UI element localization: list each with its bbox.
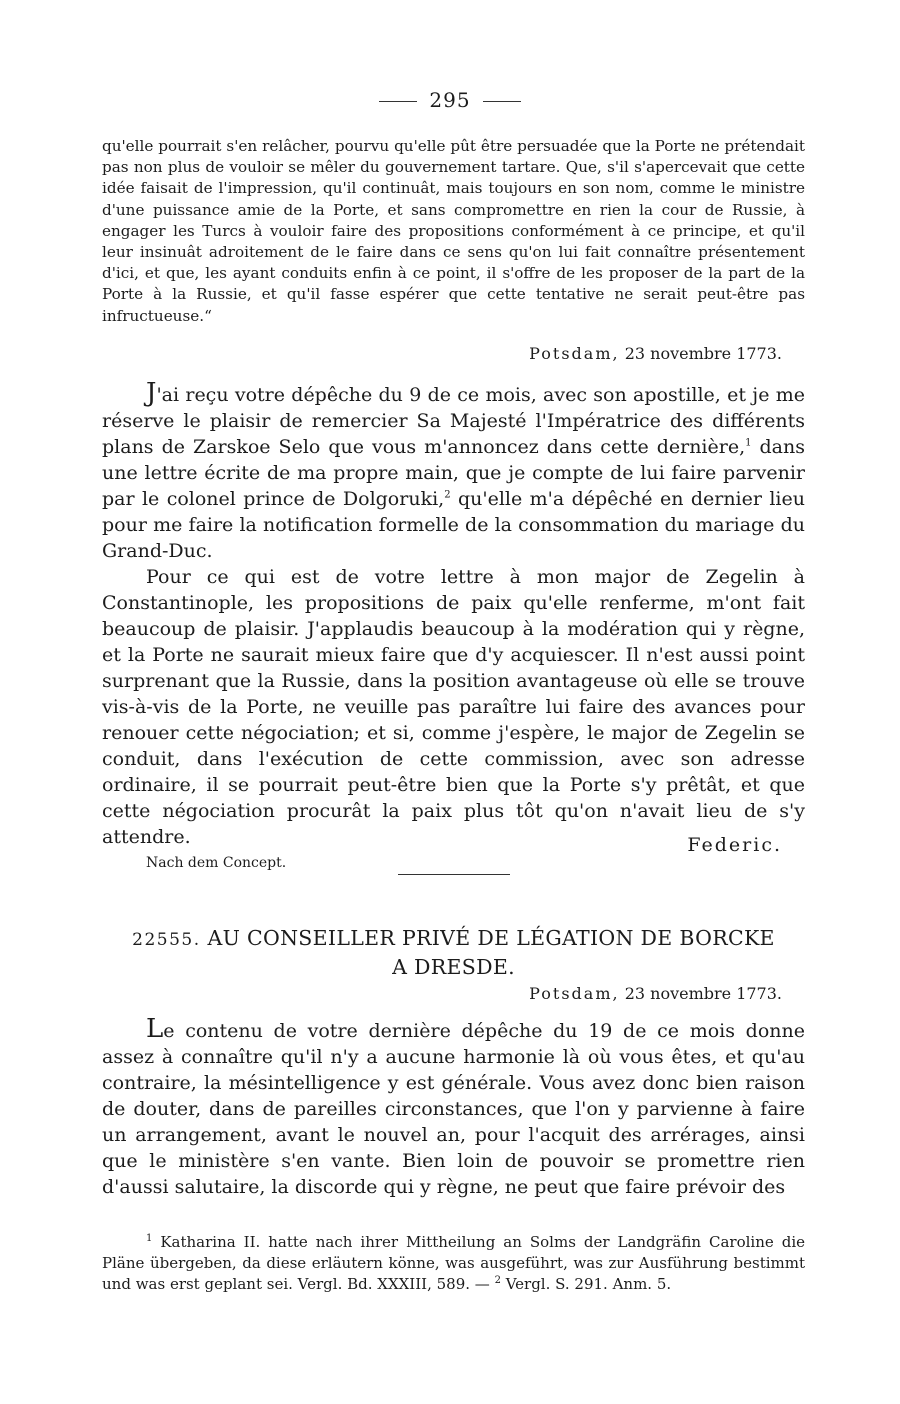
signature: Federic. — [687, 834, 782, 856]
letter-2-paragraph-1: Le contenu de votre dernière dépêche du 19 de ce mois donne assez à connaître qu'il n'y a aucune harmonie là où vous êtes, et qu'au contraire, la mésintelligence y est générale. Vous avez donc bien raison de douter, dans de pareilles circonstances, que l'on y parvienne à faire un arrangement, avant le nouvel an, pour l'acquit des arrérages, ainsi que le ministère s'en vante. Bien loin de pouvoir se promettre rien d'aussi salutaire, la discorde qui y règne, ne peut que faire prévoir des — [102, 1014, 805, 1198]
letter-1-paragraph-1: J'ai reçu votre dépêche du 9 de ce mois, avec son apostille, et je me réserve le plaisir de remercier Sa Majesté l'Impératrice des différents plans de Zarskoe Selo que vous m'annoncez dans cette dernière,$^1$ dans une lettre écrite de ma propre main, que je compte de lui faire parvenir par le colonel prince de Dolgoruki,$^2$ qu'elle m'a dépêché en dernier lieu pour me faire la notification formelle de la consommation du mariage du Grand-Duc. — [102, 378, 805, 562]
footnote-ref-2: 2 — [444, 489, 451, 501]
quote-paragraph: qu'elle pourrait s'en relâcher, pourvu qu'elle pût être persuadée que la Porte ne prétendait pas non plus de vouloir se mêler du gouvernement tartare. Que, s'il s'apercevait que cette idée faisait de l'impression, qu'il continuât, mais toujours en son nom, comme le ministre d'une puissance amie de la Porte, et sans compromettre en rien la cour de Russie, à engager les Turcs à vouloir faire des propositions conformément à ce principe, et qu'il leur insinuât adroitement de le faire dans ce sens qu'on lui fait connaître présentement d'ici, et que, les ayant conduits enfin à ce point, il s'offre de les proposer de la part de la Porte à la Russie, et qu'il fasse espérer que cette tentative ne serait peut-être pas infructueuse.“ — [102, 137, 805, 325]
dateline-letter-1 — [529, 344, 782, 363]
letter-2-heading — [102, 925, 805, 981]
letter-1-body — [102, 380, 805, 850]
heading-line-2: A DRESDE. — [392, 955, 515, 979]
header-dash-left — [379, 101, 417, 102]
page-number: 295 — [429, 88, 471, 112]
heading-line-1: AU CONSEILLER PRIVÉ DE LÉGATION DE BORCKE — [207, 926, 775, 950]
quoted-instruction — [102, 136, 805, 327]
letter-1-paragraph-2: Pour ce qui est de votre lettre à mon major de Zegelin à Constantinople, les propositions de paix qu'elle renferme, m'ont fait beaucoup de plaisir. J'applaudis beaucoup à la modération qui y règne, et la Porte ne saurait mieux faire que d'y acquiescer. Il n'est aussi point surprenant que la Russie, dans la position avantageuse où elle se trouve vis-à-vis de la Porte, ne veuille pas paraître lui faire des avances pour renouer cette négociation; et si, comme j'espère, le major de Zegelin se conduit, dans l'exécution de cette commission, avec son adresse ordinaire, il se pourrait peut-être bien que la Porte s'y prêtât, et que cette négociation procurât la paix plus tôt qu'on n'avait lieu de s'y attendre. — [102, 566, 805, 848]
footnote-text: $^1$ Katharina II. hatte nach ihrer Mittheilung an Solms der Landgräfin Caroline die Pläne übergeben, da diese erläutern könne, was ausgeführt, was zur Ausführung bestimmt und was erst geplant sei. Vergl. Bd. XXXIII, 589. — $^2$ Vergl. S. 291. Anm. 5. — [102, 1233, 805, 1293]
letter-2-body — [102, 1016, 805, 1200]
footnotes — [102, 1232, 805, 1295]
section-divider — [398, 874, 510, 875]
dateline-date: 23 novembre 1773. — [624, 344, 782, 363]
initial-letter: J — [146, 378, 157, 408]
dateline-date: 23 novembre 1773. — [624, 984, 782, 1003]
dateline-letter-2 — [529, 984, 782, 1003]
dateline-place: Potsdam, — [529, 344, 620, 363]
footnote-mark-1: 1 — [146, 1233, 153, 1244]
footnote-mark-2: 2 — [494, 1275, 501, 1286]
header-dash-right — [483, 101, 521, 102]
dateline-place: Potsdam, — [529, 984, 620, 1003]
source-note: Nach dem Concept. — [146, 855, 287, 871]
letter-number: 22555. — [132, 930, 201, 950]
footnote-ref-1: 1 — [745, 437, 752, 449]
initial-letter: L — [146, 1014, 164, 1044]
page-header — [0, 88, 900, 112]
